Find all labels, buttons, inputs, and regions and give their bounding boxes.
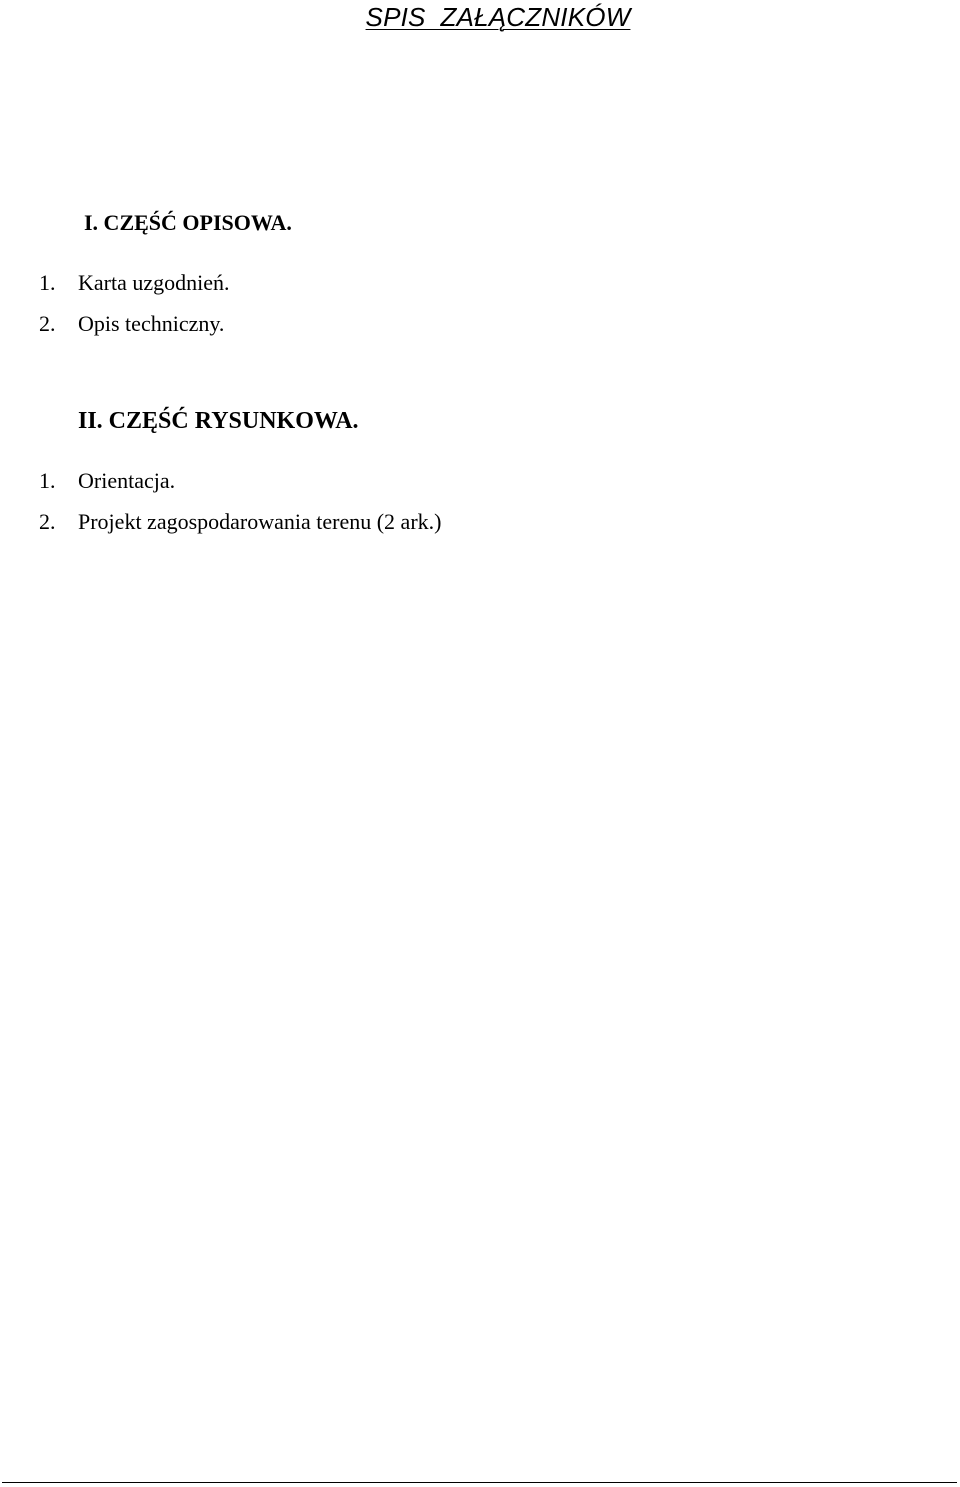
document-title: SPIS ZAŁĄCZNIKÓW (365, 2, 631, 32)
descriptive-part-list (39, 269, 230, 351)
list-item-number: 1. (39, 468, 56, 493)
list-item-text: Karta uzgodnień. (78, 270, 230, 295)
list-item (39, 467, 441, 508)
list-item-number: 1. (39, 270, 56, 295)
list-item-text: Opis techniczny. (78, 311, 225, 336)
list-item-number: 2. (39, 509, 56, 534)
list-item-text: Orientacja. (78, 468, 176, 493)
list-item-text: Projekt zagospodarowania terenu (2 ark.) (78, 509, 442, 534)
list-item-number: 2. (39, 311, 56, 336)
list-item (39, 508, 441, 549)
footer-divider (2, 1482, 957, 1483)
list-item (39, 269, 230, 310)
section-heading-drawings: II. CZĘŚĆ RYSUNKOWA. (78, 408, 359, 434)
section-heading-descriptive: I. CZĘŚĆ OPISOWA. (84, 210, 292, 235)
list-item (39, 310, 230, 351)
drawings-part-list (39, 467, 441, 549)
